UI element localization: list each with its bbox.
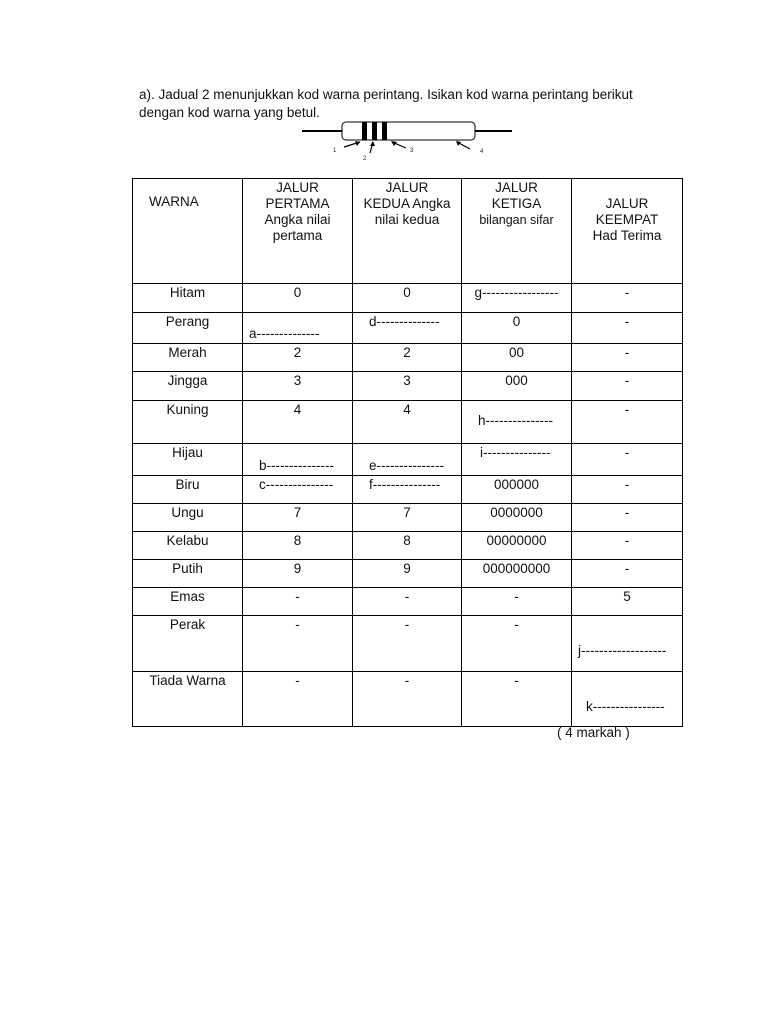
cell-pertama (243, 344, 353, 372)
header-jalur-pertama (243, 179, 353, 284)
cell-keempat (572, 672, 683, 727)
header-pertama-line-3: Angka nilai (264, 212, 331, 227)
warna-value: Merah (168, 345, 207, 360)
cell-keempat (572, 532, 683, 560)
cell-pertama (243, 560, 353, 588)
cell-pertama (243, 672, 353, 727)
warna-value: Biru (175, 477, 200, 492)
cell-pertama (243, 504, 353, 532)
cell-ketiga (462, 444, 572, 476)
warna-value: Putih (172, 561, 203, 576)
kedua-value: - (404, 617, 410, 632)
pertama-value: 2 (293, 345, 302, 360)
kedua-value: 4 (403, 402, 411, 417)
cell-warna (133, 560, 243, 588)
cell-kedua (353, 616, 462, 672)
cell-ketiga (462, 284, 572, 313)
keempat-value: - (624, 477, 630, 492)
kedua-value: - (404, 589, 410, 604)
answer-blank-f[interactable]: f--------------- (369, 477, 441, 492)
ketiga-value: 00 (508, 345, 525, 360)
header-warna (133, 179, 243, 284)
pertama-value: 0 (293, 285, 302, 300)
diagram-label-1: 1 (333, 148, 337, 154)
cell-kedua (353, 284, 462, 313)
cell-keempat (572, 284, 683, 313)
cell-pertama (243, 476, 353, 504)
warna-value: Tiada Warna (149, 673, 226, 688)
answer-blank-g[interactable]: g----------------- (474, 285, 559, 300)
cell-warna (133, 616, 243, 672)
diagram-label-3: 3 (410, 148, 414, 154)
header-kedua-line-1: JALUR (385, 180, 429, 195)
cell-keempat (572, 476, 683, 504)
kedua-value: 0 (403, 285, 411, 300)
kedua-value: 2 (403, 345, 411, 360)
cell-pertama (243, 284, 353, 313)
table-row (133, 372, 683, 401)
question-line-1: a). Jadual 2 menunjukkan kod warna perintang. Isikan kod warna perintang berikut (139, 87, 633, 102)
keempat-value: - (624, 314, 630, 329)
cell-pertama (243, 372, 353, 401)
cell-keempat (572, 372, 683, 401)
header-keempat-line-2: KEEMPAT (595, 212, 659, 227)
warna-value: Hijau (172, 445, 203, 460)
header-ketiga-line-3: bilangan sifar (479, 213, 554, 227)
cell-kedua (353, 672, 462, 727)
resistor-body (342, 122, 475, 140)
cell-pertama (243, 401, 353, 444)
table-row (133, 444, 683, 476)
cell-ketiga (462, 372, 572, 401)
ketiga-value: 000 (505, 373, 528, 388)
ketiga-value: 000000000 (482, 561, 551, 576)
cell-pertama (243, 313, 353, 344)
table-header-row (133, 179, 683, 284)
cell-ketiga (462, 532, 572, 560)
warna-value: Kuning (166, 402, 209, 417)
header-kedua-line-3: nilai kedua (374, 212, 440, 227)
cell-keempat (572, 588, 683, 616)
pertama-value: - (295, 617, 300, 632)
cell-warna (133, 504, 243, 532)
pertama-value: - (295, 589, 300, 604)
cell-pertama (243, 532, 353, 560)
answer-blank-a[interactable]: a-------------- (249, 326, 320, 341)
keempat-value: - (624, 445, 630, 460)
cell-ketiga (462, 313, 572, 344)
kedua-value: 7 (403, 505, 411, 520)
header-pertama-line-2: PERTAMA (265, 196, 330, 211)
diagram-label-4: 4 (480, 149, 484, 155)
ketiga-value: 000000 (493, 477, 540, 492)
answer-blank-k[interactable]: k---------------- (586, 699, 665, 714)
cell-kedua (353, 401, 462, 444)
header-ketiga-line-2: KETIGA (491, 196, 542, 211)
keempat-value: - (624, 505, 630, 520)
cell-warna (133, 313, 243, 344)
resistor-color-code-table (132, 178, 683, 727)
cell-warna (133, 588, 243, 616)
header-keempat-block (572, 180, 682, 244)
table-row (133, 560, 683, 588)
ketiga-value: - (514, 589, 519, 604)
cell-keempat (572, 344, 683, 372)
answer-blank-c[interactable]: c--------------- (259, 477, 334, 492)
answer-blank-d[interactable]: d-------------- (369, 314, 440, 329)
cell-warna (133, 344, 243, 372)
table-row (133, 588, 683, 616)
kedua-value: - (404, 673, 410, 688)
cell-ketiga (462, 616, 572, 672)
header-ketiga-line-1: JALUR (495, 180, 538, 195)
keempat-value: - (624, 285, 630, 300)
question-line-2: dengan kod warna yang betul. (139, 105, 320, 120)
warna-value: Kelabu (166, 533, 209, 548)
diagram-label-2: 2 (363, 156, 367, 162)
keempat-value: - (624, 373, 630, 388)
table-row (133, 672, 683, 727)
cell-warna (133, 284, 243, 313)
warna-value: Jingga (167, 373, 208, 388)
cell-ketiga (462, 588, 572, 616)
keempat-value: - (624, 561, 630, 576)
cell-warna (133, 444, 243, 476)
answer-blank-e[interactable]: e--------------- (369, 458, 444, 473)
pertama-value: - (295, 673, 300, 688)
table-row (133, 284, 683, 313)
band-3 (382, 122, 387, 140)
cell-pertama (243, 444, 353, 476)
cell-warna (133, 401, 243, 444)
ketiga-value: 00000000 (486, 533, 547, 548)
warna-value: Perak (169, 617, 206, 632)
band-1 (362, 122, 367, 140)
header-kedua-line-2: KEDUA Angka (363, 196, 451, 211)
cell-keempat (572, 401, 683, 444)
kedua-value: 9 (403, 561, 411, 576)
cell-keempat (572, 313, 683, 344)
cell-kedua (353, 504, 462, 532)
cell-keempat (572, 560, 683, 588)
table-row (133, 616, 683, 672)
cell-kedua (353, 588, 462, 616)
cell-ketiga (462, 504, 572, 532)
cell-warna (133, 672, 243, 727)
cell-pertama (243, 588, 353, 616)
cell-kedua (353, 372, 462, 401)
table-row (133, 532, 683, 560)
header-jalur-kedua (353, 179, 462, 284)
header-keempat-line-3: Had Terima (592, 228, 662, 243)
cell-warna (133, 372, 243, 401)
ketiga-value: 0000000 (490, 505, 543, 520)
cell-ketiga (462, 672, 572, 727)
arrowhead-2 (370, 141, 375, 146)
question-text (139, 86, 699, 122)
cell-keempat (572, 444, 683, 476)
pertama-value: 3 (293, 373, 302, 388)
answer-blank-h[interactable]: h--------------- (478, 413, 553, 428)
pertama-value: 8 (293, 533, 302, 548)
header-jalur-keempat (572, 179, 683, 284)
answer-blank-i[interactable]: i--------------- (480, 445, 551, 460)
warna-value: Ungu (171, 505, 204, 520)
warna-value: Hitam (169, 285, 206, 300)
ketiga-value: 0 (512, 314, 521, 329)
answer-blank-j[interactable]: j------------------- (578, 643, 667, 658)
table-row (133, 504, 683, 532)
warna-value: Emas (170, 589, 205, 604)
cell-kedua (353, 444, 462, 476)
table-row (133, 476, 683, 504)
kedua-value: 8 (403, 533, 411, 548)
marks-label: ( 4 markah ) (557, 725, 630, 740)
cell-ketiga (462, 401, 572, 444)
cell-warna (133, 476, 243, 504)
table-row (133, 313, 683, 344)
band-2 (372, 122, 377, 140)
warna-value: Perang (165, 314, 210, 329)
cell-ketiga (462, 344, 572, 372)
pertama-value: 4 (293, 402, 302, 417)
pertama-value: 7 (293, 505, 302, 520)
answer-blank-b[interactable]: b--------------- (259, 458, 334, 473)
cell-ketiga (462, 476, 572, 504)
header-jalur-ketiga (462, 179, 572, 284)
header-keempat-line-1: JALUR (605, 196, 649, 211)
keempat-value: - (624, 345, 630, 360)
keempat-value: - (624, 402, 630, 417)
keempat-value: - (624, 533, 630, 548)
cell-kedua (353, 313, 462, 344)
resistor-diagram (300, 118, 515, 168)
cell-ketiga (462, 560, 572, 588)
cell-kedua (353, 344, 462, 372)
cell-kedua (353, 532, 462, 560)
table-row (133, 401, 683, 444)
header-warna-label: WARNA (149, 194, 199, 209)
pertama-value: 9 (293, 561, 302, 576)
kedua-value: 3 (403, 373, 411, 388)
cell-keempat (572, 616, 683, 672)
ketiga-value: - (514, 617, 519, 632)
header-pertama-line-4: pertama (272, 228, 323, 243)
cell-kedua (353, 560, 462, 588)
cell-warna (133, 532, 243, 560)
cell-kedua (353, 476, 462, 504)
cell-keempat (572, 504, 683, 532)
ketiga-value: - (514, 673, 519, 688)
cell-pertama (243, 616, 353, 672)
header-pertama-line-1: JALUR (276, 180, 319, 195)
table-row (133, 344, 683, 372)
keempat-value: 5 (623, 589, 631, 604)
